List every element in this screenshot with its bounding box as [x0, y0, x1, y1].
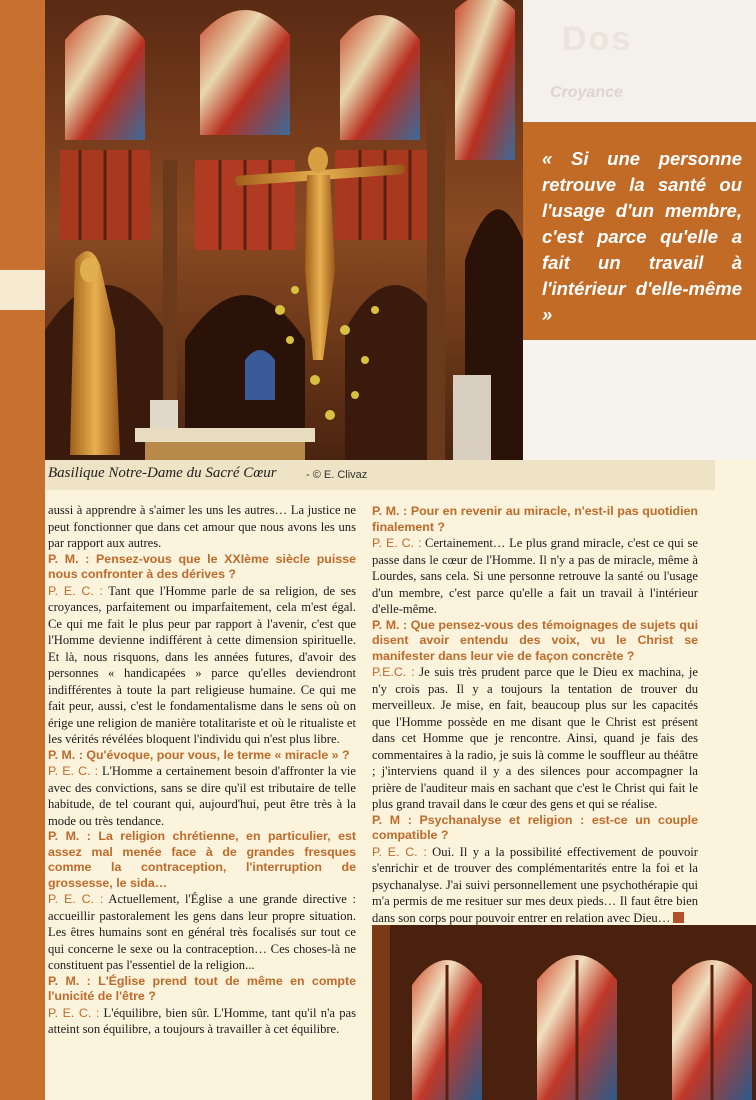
paragraph-text: L'Homme a certainement besoin d'affronter la vie avec des convictions, sans se dire qu'il est tributaire de telle habitude, de tel courant qui, aujourd'hui, peut être très à la mode ou très tendance.: [48, 764, 356, 828]
speaker-label: P.E.C. :: [372, 665, 415, 679]
interview-answer: [48, 891, 356, 974]
paragraph-text: L'Église prend tout de même en compte l'unicité de l'être ?: [48, 973, 356, 1003]
interview-question: [372, 618, 698, 665]
speaker-label: P. M. :: [48, 829, 91, 843]
speaker-label: P. M. :: [372, 617, 408, 632]
pull-quote: « Si une personne retrouve la santé ou l'usage d'un membre, c'est parce qu'elle a fait un travail à l'intérieur d'elle-même »: [542, 148, 742, 325]
paragraph-text: Je suis très prudent parce que le Dieu ex machina, je n'y crois pas. Il y a toujours la tentation de trouver du merveilleux. Je mise, en fait, beaucoup plus sur les capacités que l'Homme possède en me disant que le Christ est présent dans cet Homme que je rencontre. Ainsi, quand je fais des commentaires à la radio, je suis là comme le souffleur au théâtre ; j'interviens quand il y a des silences pour accompagner la prière de l'auditeur mais en sachant que c'est le Christ qui fait le plus grand travail dans le cœur des gens et qui se réalise.: [372, 665, 699, 811]
interview-answer: [372, 664, 698, 813]
interview-question: [48, 552, 356, 583]
speaker-label: P. M. :: [48, 551, 90, 566]
article-column-2: [372, 504, 698, 926]
paragraph-text: La religion chrétienne, en particulier, est assez mal menée face à de grandes fresques comme la contraception, l'interruption de grossesse, le sida…: [48, 829, 357, 890]
paragraph-text: Pensez-vous que le XXIème siècle puisse nous confronter à des dérives ?: [48, 551, 356, 581]
interview-question: [48, 974, 356, 1005]
paragraph-text: aussi à apprendre à s'aimer les uns les autres… La justice ne peut fonctionner que dans cet amour que nous avons les uns par rapport aux autres.: [48, 503, 356, 550]
stained-glass-photo: [372, 925, 756, 1100]
paragraph-text: Certainement… Le plus grand miracle, c'est ce qui se passe dans le cœur de l'Homme. Il n'y a pas de miracle, même à Lourdes, sans cela. Si une personne retrouve la santé ou l'usage d'un membre, c'est parce qu'elle a fait un travail à l'intérieur d'elle-même.: [372, 536, 698, 616]
paragraph-text: Psychanalyse et religion : est-ce un couple compatible ?: [372, 812, 698, 842]
photo-caption: Basilique Notre-Dame du Sacré Cœur: [48, 465, 277, 481]
interview-question: [48, 748, 356, 764]
interview-question: [48, 829, 356, 891]
speaker-label: P. E. C. :: [48, 583, 103, 598]
speaker-label: P. E. C. :: [48, 892, 104, 906]
interview-answer: [48, 1005, 356, 1038]
speaker-label: P. E. C. :: [372, 536, 422, 550]
basilica-photo: [45, 0, 523, 460]
interview-answer: [48, 583, 356, 748]
paragraph-text: Que pensez-vous des témoignages de sujets qui disent avoir entendu des voix, vu le Christ se manifester dans leur vie de façon concrète ?: [372, 617, 699, 663]
interview-question: [372, 504, 698, 535]
paragraph-text: Actuellement, l'Église a une grande directive : accueillir pastoralement les gens dans leur propre situation. Les êtres humains sont en général très focalisés sur tout ce qui concerne le sexe ou la contraception… Ces choses-là ne constituent pas l'essentiel de la religion...: [48, 892, 356, 972]
speaker-label: P. M. :: [48, 973, 91, 988]
speaker-label: P. M :: [372, 812, 412, 827]
paragraph-text: Pour en revenir au miracle, n'est-il pas quotidien finalement ?: [372, 504, 698, 534]
interview-answer: [48, 502, 356, 552]
end-mark-icon: [673, 912, 684, 923]
speaker-label: P. M. :: [48, 747, 83, 762]
interview-answer: [48, 763, 356, 829]
interview-answer: [372, 844, 698, 927]
paragraph-text: L'équilibre, bien sûr. L'Homme, tant qu'il n'a pas atteint son équilibre, a toujours à travailler à cet équilibre.: [48, 1005, 356, 1036]
section-ghost-title: Dos: [562, 20, 633, 58]
right-blank-panel: [523, 340, 756, 460]
speaker-label: P. E. C. :: [48, 764, 99, 778]
photo-credit: - © E. Clivaz: [306, 469, 368, 481]
section-ghost-subtitle: Croyance: [550, 84, 623, 101]
left-color-strip: [0, 0, 45, 1100]
paragraph-text: Oui. Il y a la possibilité effectivement de pouvoir s'enrichir et de trouver des complémentarités entre la foi et la psychanalyse. J'ai suivi personnellement une psychothérapie qui m'a permis de me resituer sur mes deux pieds… Il faut être bien dans son corps pour pouvoir entrer en relation avec Dieu…: [372, 844, 698, 925]
speaker-label: P. M. :: [372, 504, 408, 518]
header-area: [523, 0, 756, 122]
speaker-label: P. E. C. :: [48, 1005, 100, 1020]
speaker-label: P. E. C. :: [372, 844, 427, 859]
interview-answer: [372, 535, 698, 618]
article-column-1: [48, 502, 356, 1038]
interview-question: [372, 813, 698, 844]
paragraph-text: Qu'évoque, pour vous, le terme « miracle » ?: [82, 747, 350, 762]
paragraph-text: Tant que l'Homme parle de sa religion, de ses croyances, parfaitement ou imparfaitement, cela m'est égal. Ce qui me fait le plus peur par rapport à l'avenir, c'est que l'Homme devienne indifférent à cette dimension spirituelle. Et là, nous risquons, dans les années futures, d'avoir des personnes « handicapées » parce qu'elles deviendront indifférentes à toute la part religieuse humaine. Ce qui me fait peur, aussi, c'est le fondamentalisme dans le sens où on érige une religion de manière totalitariste et où le ritualiste et les vérités révélées bloquent l'individu qui n'est plus libre.: [48, 583, 356, 746]
